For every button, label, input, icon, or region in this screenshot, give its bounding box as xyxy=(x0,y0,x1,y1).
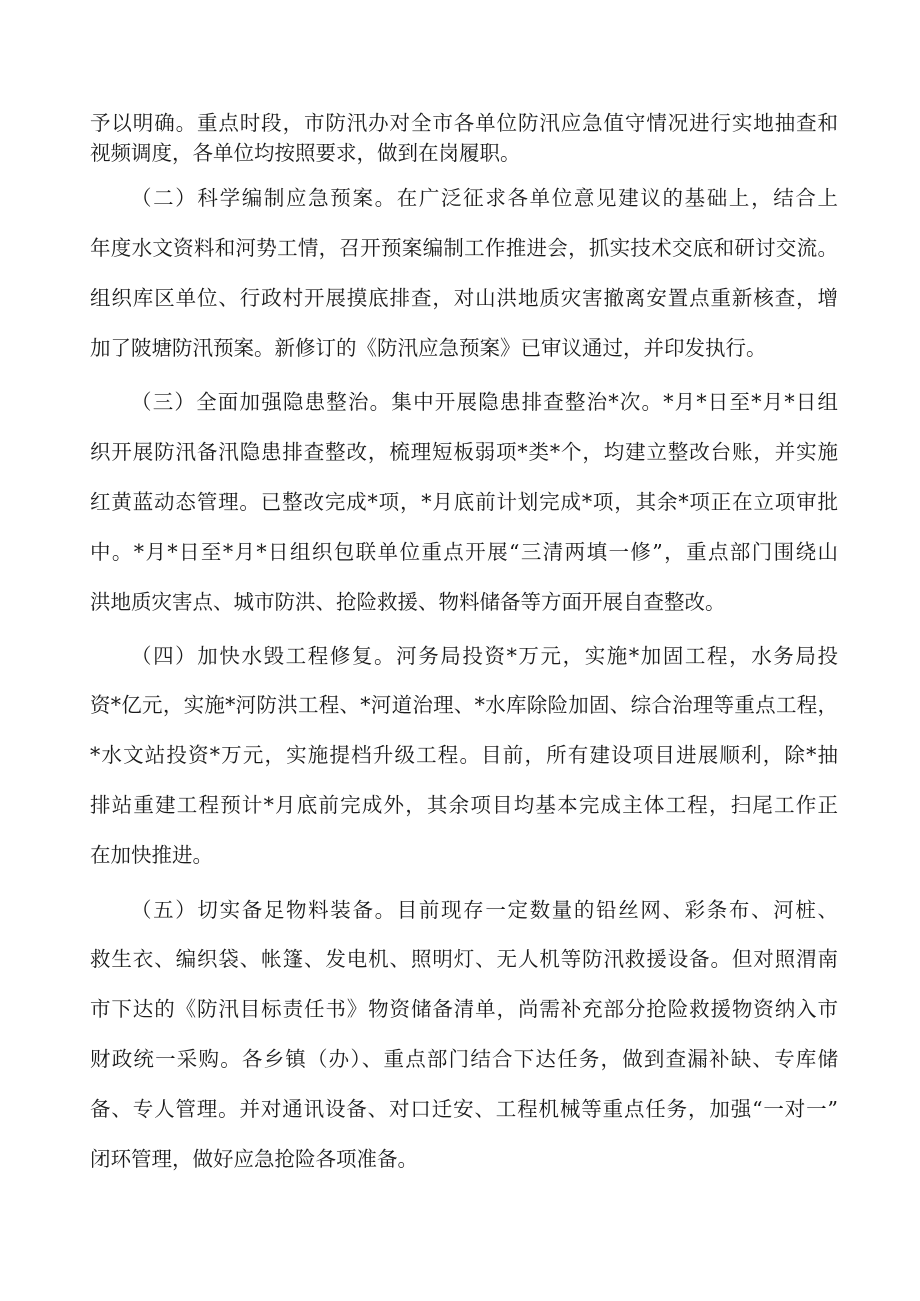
text-line: 闭环管理，做好应急抢险各项准备。 xyxy=(90,1147,418,1171)
text-line: （三）全面加强隐患整治。集中开展隐患排查整治*次。*月*日至*月*日组 xyxy=(131,390,838,414)
text-line: 救生衣、编织袋、帐篷、发电机、照明灯、无人机等防汛救援设备。但对照渭南 xyxy=(90,947,838,971)
text-line: （五）切实备足物料装备。目前现存一定数量的铅丝网、彩条布、河桩、 xyxy=(131,898,838,922)
text-line: 市下达的《防汛目标责任书》物资储备清单，尚需补充部分抢险救援物资纳入市 xyxy=(90,997,838,1021)
text-line: 予以明确。重点时段，市防汛办对全市各单位防汛应急值守情况进行实地抽查和 xyxy=(90,111,838,135)
text-line: （二）科学编制应急预案。在广泛征求各单位意见建议的基础上，结合上 xyxy=(131,186,838,210)
text-line: 年度水文资料和河势工情，召开预案编制工作推进会，抓实技术交底和研讨交流。 xyxy=(90,236,838,260)
text-line: 视频调度，各单位均按照要求，做到在岗履职。 xyxy=(90,141,521,165)
text-line: （四）加快水毁工程修复。河务局投资*万元，实施*加固工程，水务局投 xyxy=(131,644,838,668)
text-line: 备、专人管理。并对通讯设备、对口迁安、工程机械等重点任务，加强“一对一” xyxy=(90,1097,838,1121)
text-line: 资*亿元，实施*河防洪工程、*河道治理、*水库除险加固、综合治理等重点工程， xyxy=(90,693,838,717)
text-line: 在加快推进。 xyxy=(90,843,213,867)
text-line: 财政统一采购。各乡镇（办）、重点部门结合下达任务，做到查漏补缺、专库储 xyxy=(90,1047,838,1071)
text-line: *水文站投资*万元，实施提档升级工程。目前，所有建设项目进展顺利，除*抽 xyxy=(90,743,838,767)
text-line: 排站重建工程预计*月底前完成外，其余项目均基本完成主体工程，扫尾工作正 xyxy=(90,793,838,817)
text-line: 组织库区单位、行政村开展摸底排查，对山洪地质灾害撤离安置点重新核查，增 xyxy=(90,286,838,310)
text-line: 红黄蓝动态管理。已整改完成*项，*月底前计划完成*项，其余*项正在立项审批 xyxy=(90,490,838,514)
text-line: 中。*月*日至*月*日组织包联单位重点开展“三清两填一修”，重点部门围绕山 xyxy=(90,540,838,564)
text-line: 洪地质灾害点、城市防洪、抢险救援、物料储备等方面开展自查整改。 xyxy=(90,590,726,614)
text-line: 织开展防汛备汛隐患排查整改，梳理短板弱项*类*个，均建立整改台账，并实施 xyxy=(90,440,838,464)
text-line: 加了陂塘防汛预案。新修订的《防汛应急预案》已审议通过，并印发执行。 xyxy=(90,336,767,360)
